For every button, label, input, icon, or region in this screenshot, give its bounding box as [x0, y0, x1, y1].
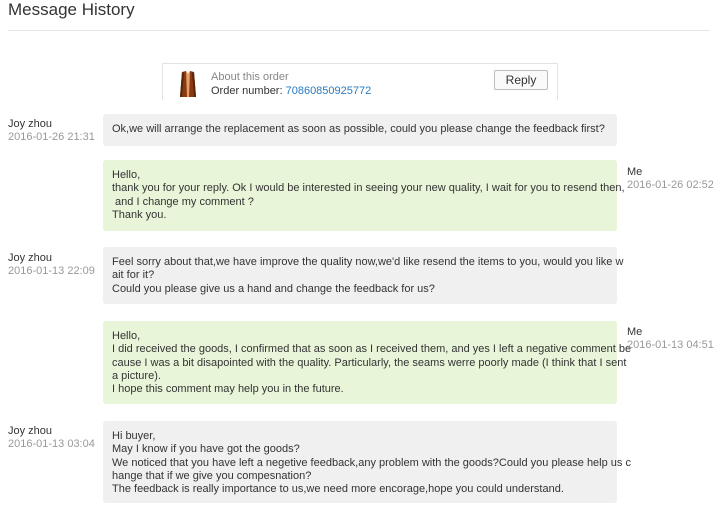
page-title: Message History: [8, 0, 135, 19]
message-time: 2016-01-26 02:52: [627, 179, 714, 191]
message-time: 2016-01-13 04:51: [627, 339, 714, 351]
message-line: I hope this comment may help you in the future.: [112, 383, 344, 396]
message-time: 2016-01-26 21:31: [8, 131, 95, 143]
message-bubble: [103, 247, 624, 304]
message-line: Hello,: [112, 169, 141, 181]
message-line: Hi buyer,: [112, 430, 156, 442]
message-line: thank you for your reply. Ok I would be interested in seeing your new quality, I wait for you to resend then,: [112, 182, 625, 195]
order-info: [211, 70, 371, 98]
order-number-label: Order number:: [211, 85, 286, 97]
order-number-link[interactable]: 70860850925772: [285, 85, 372, 97]
title-divider: [8, 30, 710, 31]
sender-name: Me: [627, 326, 643, 338]
message-bubble: [103, 421, 631, 503]
message-bubble: [103, 114, 617, 146]
sender-name: Joy zhou: [8, 425, 53, 437]
message-line: I did received the goods, I confirmed that as soon as I received them, and yes I left a negative comment be: [112, 343, 632, 356]
message-line: Thank you.: [112, 208, 167, 221]
message-line: Ok,we will arrange the replacement as soon as possible, could you please change the feedback first?: [112, 123, 605, 135]
sender-name: Me: [627, 166, 643, 178]
sender-name: Joy zhou: [8, 252, 53, 264]
order-number-row: [211, 84, 371, 98]
message-line: Hello,: [112, 330, 141, 342]
order-card: [162, 63, 558, 100]
message-line: Feel sorry about that,we have improve the quality now,we'd like resend the items to you, would you like w: [112, 256, 624, 268]
message-time: 2016-01-13 03:04: [8, 438, 95, 450]
message-line: We noticed that you have left a negetive feedback,any problem with the goods?Could you please help us c: [112, 456, 631, 469]
message-line: The feedback is really importance to us,we need more encorage,hope you could understand.: [112, 483, 564, 496]
product-thumbnail[interactable]: [179, 70, 197, 98]
reply-button[interactable]: Reply: [494, 70, 548, 90]
message-time: 2016-01-13 22:09: [8, 265, 95, 277]
message-bubble: [103, 160, 625, 231]
message-meta: [8, 118, 95, 144]
message-meta: [8, 425, 95, 451]
sender-name: Joy zhou: [8, 118, 53, 130]
order-caption: About this order: [211, 71, 289, 83]
message-line: ait for it?: [112, 269, 155, 282]
message-bubble: [103, 321, 632, 404]
message-meta: [627, 166, 714, 192]
message-meta: [627, 326, 714, 352]
message-line: hange that if we give you compesnation?: [112, 469, 312, 482]
message-line: and I change my comment ?: [112, 195, 254, 208]
message-line: a picture).: [112, 369, 161, 382]
message-line: cause I was a bit disapointed with the quality. Particularly, the seams werre poorly made (I think that I sent: [112, 356, 627, 369]
message-line: Could you please give us a hand and change the feedback for us?: [112, 282, 435, 295]
message-meta: [8, 252, 95, 278]
message-line: May I know if you have got the goods?: [112, 443, 300, 456]
